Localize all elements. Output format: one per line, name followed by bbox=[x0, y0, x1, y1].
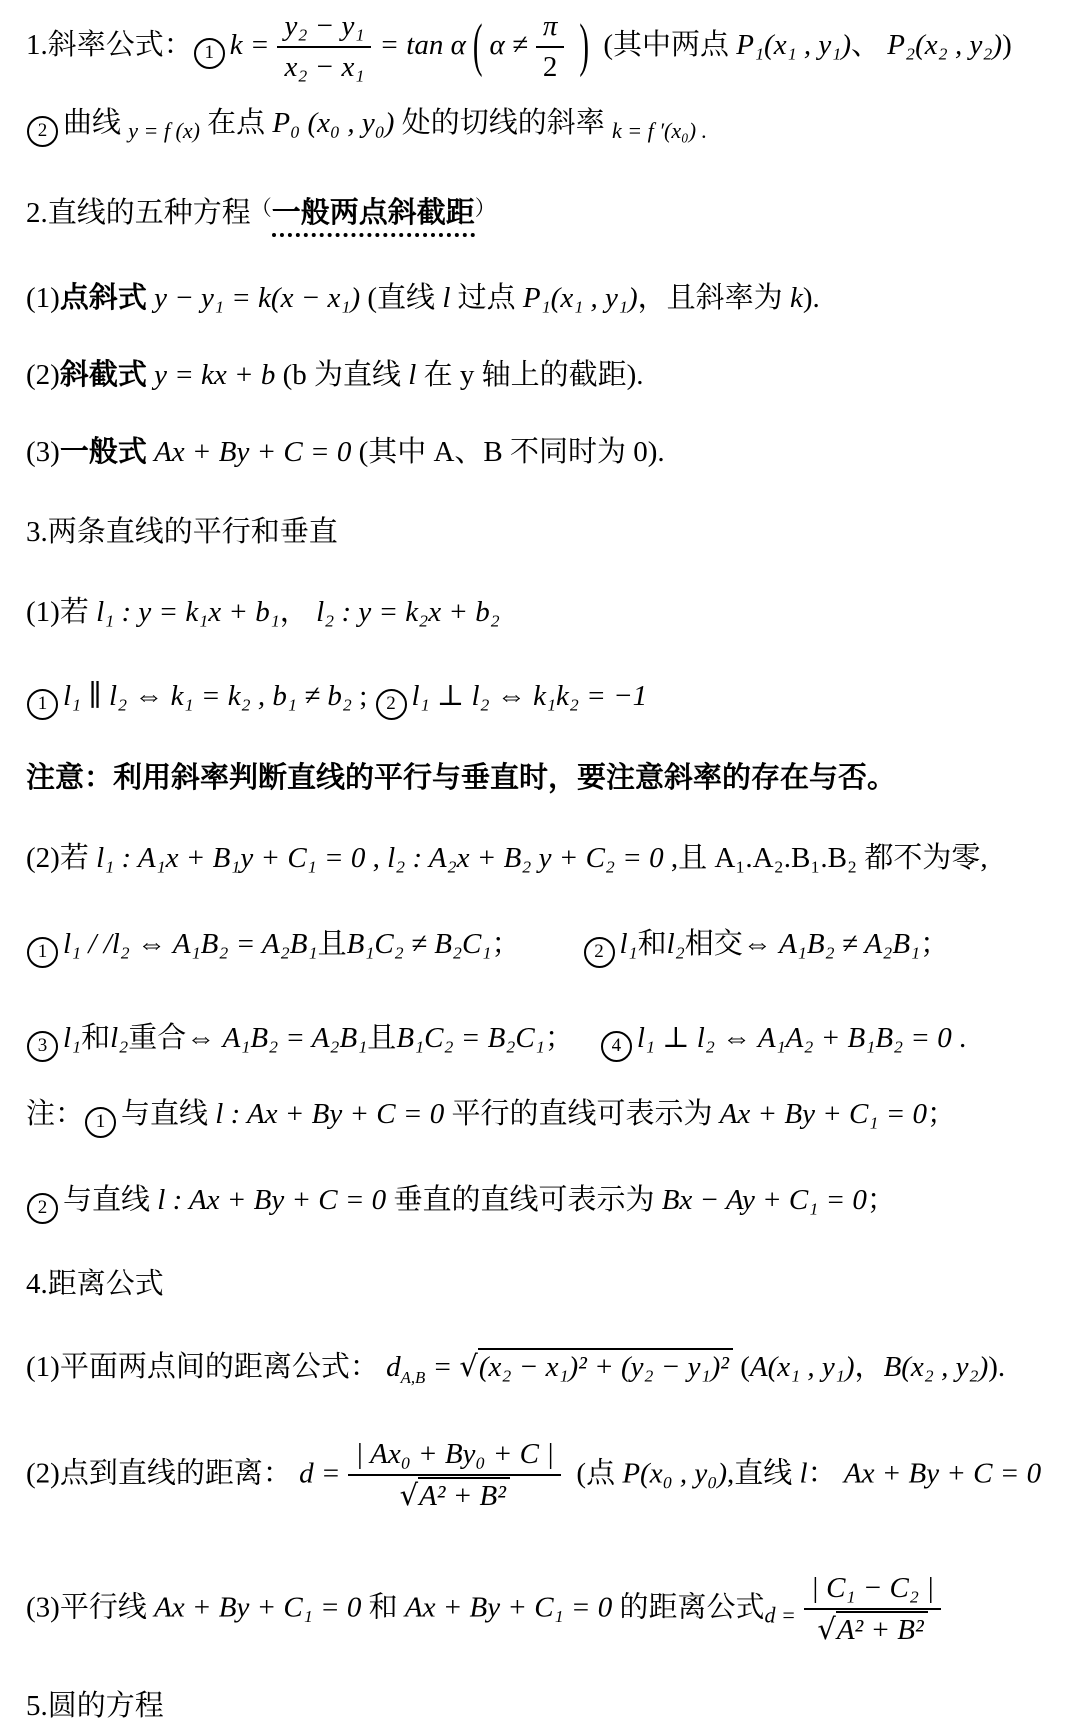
text-run: ； bbox=[920, 928, 950, 960]
circled-number: 1 bbox=[194, 38, 225, 69]
math-run: ⇔ A₁B₂ ≠ A₂B₁ bbox=[742, 928, 921, 960]
general-form-line bbox=[26, 434, 665, 472]
text-run: (1)平面两点间的距离公式： bbox=[26, 1351, 387, 1383]
math-run: Ax + By + C₁ = 0 bbox=[404, 1591, 613, 1624]
fraction-denominator: 2 bbox=[542, 51, 558, 84]
text-run: 在点 bbox=[199, 107, 273, 139]
point-line-distance-line bbox=[26, 1438, 1041, 1514]
fraction-numerator: y₂ − y₁ bbox=[277, 10, 371, 48]
text-run: (3)平行线 bbox=[26, 1591, 155, 1624]
text-run: ,且 bbox=[663, 842, 715, 874]
text-run: (其中两点 bbox=[596, 29, 737, 61]
math-run: y = f (x) bbox=[128, 118, 200, 143]
circled-number: 3 bbox=[27, 1031, 58, 1062]
text-run: ) bbox=[1002, 29, 1012, 61]
text-run: , bbox=[365, 842, 388, 874]
math-run: d = bbox=[299, 1457, 341, 1490]
text-run: ; bbox=[351, 680, 375, 712]
text-run: 重合 bbox=[128, 1022, 187, 1054]
math-run: B₁C₂ ≠ B₂C₁ bbox=[346, 928, 492, 960]
math-run: l₁ : y = k₁x + b₁ bbox=[96, 596, 280, 628]
general-form-two-lines-line bbox=[26, 840, 988, 878]
note-perpendicular-line bbox=[26, 1182, 896, 1224]
math-run: Ax + By + C = 0 bbox=[843, 1457, 1042, 1490]
math-run: P(x₀ , y₀) bbox=[622, 1457, 728, 1490]
math-run: l₁ bbox=[619, 928, 638, 960]
math-run: = tan α bbox=[379, 29, 466, 61]
fraction-numerator: | Ax₀ + By₀ + C | bbox=[348, 1438, 561, 1476]
math-run: l₂ : y = k₂x + b₂ bbox=[316, 596, 500, 628]
text-run: 和 bbox=[361, 1591, 405, 1624]
math-run: l₁ bbox=[63, 1022, 82, 1054]
bold-term: 斜截式 bbox=[59, 359, 147, 391]
text-run: ； bbox=[866, 1184, 896, 1216]
text-run: ( bbox=[732, 1351, 750, 1383]
small-paren: （ bbox=[250, 196, 272, 220]
math-run: l₂ bbox=[666, 928, 685, 960]
math-run: d bbox=[386, 1351, 401, 1383]
bold-term: 一般式 bbox=[59, 436, 147, 468]
text-run: (点 bbox=[569, 1457, 623, 1490]
text-run: ,直线 bbox=[727, 1457, 800, 1490]
radical-body: A² + B² bbox=[418, 1477, 510, 1512]
radical-body: (x₂ − x₁)² + (y₂ − y₁)² bbox=[478, 1348, 733, 1383]
fraction-denominator: x₂ − x₁ bbox=[284, 51, 365, 84]
text-run: 相交 bbox=[684, 928, 743, 960]
math-run: l bbox=[799, 1457, 808, 1490]
text-run: (2)点到直线的距离： bbox=[26, 1457, 300, 1490]
fraction-denominator bbox=[817, 1610, 927, 1647]
text-run: 3.两条直线的平行和垂直 bbox=[26, 516, 338, 548]
circled-number: 2 bbox=[376, 689, 407, 720]
math-run: l bbox=[442, 282, 451, 314]
circled-number: 2 bbox=[584, 937, 615, 968]
text-run: 曲线 bbox=[63, 107, 129, 139]
fraction-numerator: π bbox=[536, 10, 565, 48]
fraction bbox=[277, 10, 371, 85]
text-run: 的距离公式 bbox=[612, 1591, 765, 1624]
two-point-distance-line bbox=[26, 1348, 1005, 1389]
text-run: (2)若 bbox=[26, 842, 97, 874]
text-run: (1)若 bbox=[26, 596, 97, 628]
text-run: (3) bbox=[26, 436, 60, 468]
circled-number: 4 bbox=[601, 1031, 632, 1062]
text-run: 处的切线的斜率 bbox=[394, 107, 612, 139]
fraction bbox=[348, 1438, 561, 1514]
stretched-paren: ( bbox=[472, 13, 483, 79]
radical-body: A² + B² bbox=[836, 1611, 928, 1646]
math-run: = bbox=[425, 1351, 460, 1383]
text-run: 且 bbox=[317, 928, 347, 960]
five-line-equations-heading bbox=[26, 195, 496, 233]
math-run: l₁ ∥ l₂ ⇔ k₁ = k₂ , b₁ ≠ b₂ bbox=[63, 680, 352, 712]
text-run: ； bbox=[491, 928, 521, 960]
math-run: l₂ : A₂x + B₂ y + C₂ = 0 bbox=[387, 842, 664, 874]
slope-intercept-form-line bbox=[26, 357, 644, 395]
text-run: (2) bbox=[26, 359, 60, 391]
math-run: ⇔ A₁B₂ = A₂B₁ bbox=[186, 1022, 368, 1054]
radical-icon: √ bbox=[399, 1478, 419, 1513]
text-run: 4.距离公式 bbox=[26, 1268, 164, 1300]
math-run: l₁ / /l₂ ⇔ A₁B₂ = A₂B₁ bbox=[63, 928, 318, 960]
text-run: ， bbox=[279, 596, 317, 628]
slope-formula-line bbox=[26, 10, 1012, 85]
tangent-slope-line bbox=[26, 105, 707, 147]
math-run: l₁ : A₁x + B₁y + C₁ = 0 bbox=[96, 842, 366, 874]
math-run: B(x₂ , y₂) bbox=[883, 1351, 989, 1383]
parallel-intersect-conditions-line bbox=[26, 926, 949, 968]
notice-text-line bbox=[26, 760, 896, 798]
text-run: 和 bbox=[81, 1022, 111, 1054]
radical-icon: √ bbox=[459, 1349, 478, 1383]
math-run: P₂(x₂ , y₂) bbox=[887, 29, 1003, 61]
math-run: P₁(x₁ , y₁) bbox=[736, 29, 852, 61]
math-run: y = kx + b bbox=[146, 359, 276, 391]
math-run: Ax + By + C₁ = 0 bbox=[154, 1591, 362, 1624]
parallel-lines-distance-line bbox=[26, 1572, 949, 1648]
math-run: B₁C₂ = B₂C₁ bbox=[396, 1022, 545, 1054]
math-run: l₁ ⊥ l₂ ⇔ k₁k₂ = −1 bbox=[411, 680, 648, 712]
text-run: 2.直线的五种方程 bbox=[26, 197, 251, 229]
math-run: P₀ (x₀ , y₀) bbox=[272, 107, 395, 139]
bold-term: 点斜式 bbox=[59, 282, 147, 314]
text-run: 与直线 bbox=[121, 1098, 216, 1130]
math-run: l : Ax + By + C = 0 bbox=[215, 1098, 445, 1130]
radical-icon: √ bbox=[817, 1612, 836, 1647]
text-run: (b 为直线 bbox=[275, 359, 409, 391]
text-run: 与直线 bbox=[63, 1184, 158, 1216]
math-run: Ax + By + C₁ = 0 bbox=[719, 1098, 928, 1130]
math-run: l bbox=[408, 359, 417, 391]
text-run: 1.斜率公式： bbox=[26, 29, 193, 61]
text-run: 注意：利用斜率判断直线的平行与垂直时，要注意斜率的存在与否。 bbox=[26, 762, 897, 794]
text-run: 垂直的直线可表示为 bbox=[386, 1184, 662, 1216]
text-run: ). bbox=[802, 282, 820, 314]
math-subscript: A,B bbox=[400, 1367, 426, 1387]
text-run: ). bbox=[988, 1351, 1006, 1383]
two-lines-slope-intercept-line bbox=[26, 594, 500, 632]
text-run: (其中 A、B 不同时为 0). bbox=[351, 436, 665, 468]
text-run: 和 bbox=[637, 928, 667, 960]
text-run: 在 y 轴上的截距). bbox=[416, 359, 644, 391]
circled-number: 2 bbox=[27, 1193, 58, 1224]
text-run: (1) bbox=[26, 282, 60, 314]
text-run: ： bbox=[807, 1457, 844, 1490]
math-run: A(x₁ , y₁) bbox=[749, 1351, 855, 1383]
math-run: k bbox=[789, 282, 803, 314]
math-run: l₁ ⊥ l₂ ⇔ A₁A₂ + B₁B₂ = 0 bbox=[636, 1022, 952, 1054]
text-run: 平行的直线可表示为 bbox=[444, 1098, 720, 1130]
emphasized-term: 一般两点斜截距 bbox=[272, 197, 475, 237]
small-paren: ） bbox=[474, 196, 496, 220]
fraction-numerator: | C₁ − C₂ | bbox=[804, 1572, 941, 1610]
point-slope-form-line bbox=[26, 280, 820, 318]
math-run: k = bbox=[229, 29, 270, 61]
text-run: ，且斜率为 bbox=[637, 282, 790, 314]
math-run: P₁(x₁ , y₁) bbox=[522, 282, 638, 314]
text-run: ； bbox=[544, 1022, 574, 1054]
math-run: k = f ′(x₀) . bbox=[611, 118, 708, 143]
parallel-perpendicular-heading bbox=[26, 514, 338, 552]
fraction bbox=[804, 1572, 941, 1648]
text-run: 5.圆的方程 bbox=[26, 1690, 164, 1722]
distance-formula-heading bbox=[26, 1266, 164, 1304]
text-run: . bbox=[951, 1022, 967, 1054]
circled-number: 1 bbox=[85, 1107, 116, 1138]
stretched-paren: ) bbox=[579, 13, 590, 79]
math-run: l₂ bbox=[110, 1022, 129, 1054]
text-run: 、 bbox=[851, 29, 888, 61]
fraction bbox=[536, 10, 565, 85]
text-run: 过点 bbox=[450, 282, 523, 314]
circled-number: 2 bbox=[27, 116, 58, 147]
text-run: ， bbox=[854, 1351, 884, 1383]
math-run: Bx − Ay + C₁ = 0 bbox=[661, 1184, 867, 1216]
math-run: A₁.A₂.B₁.B₂ bbox=[714, 842, 858, 874]
circle-equation-heading bbox=[26, 1688, 164, 1726]
parallel-perpendicular-conditions-line bbox=[26, 678, 647, 720]
circled-number: 1 bbox=[27, 937, 58, 968]
math-run: l : Ax + By + C = 0 bbox=[157, 1184, 387, 1216]
math-run: Ax + By + C = 0 bbox=[146, 436, 352, 468]
text-run: 都不为零, bbox=[857, 842, 988, 874]
math-run: d = bbox=[764, 1602, 796, 1628]
circled-number: 1 bbox=[27, 689, 58, 720]
math-run: y − y₁ = k(x − x₁) bbox=[146, 282, 361, 314]
text-run: ； bbox=[927, 1098, 957, 1130]
text-run: 注： bbox=[26, 1098, 85, 1130]
text-run: (直线 bbox=[360, 282, 443, 314]
coincide-perpendicular-conditions-line bbox=[26, 1020, 966, 1062]
math-run: α ≠ bbox=[489, 29, 528, 61]
square-root bbox=[459, 1351, 733, 1383]
note-parallel-line bbox=[26, 1096, 956, 1138]
text-run: 且 bbox=[367, 1022, 397, 1054]
fraction-denominator bbox=[400, 1476, 510, 1513]
